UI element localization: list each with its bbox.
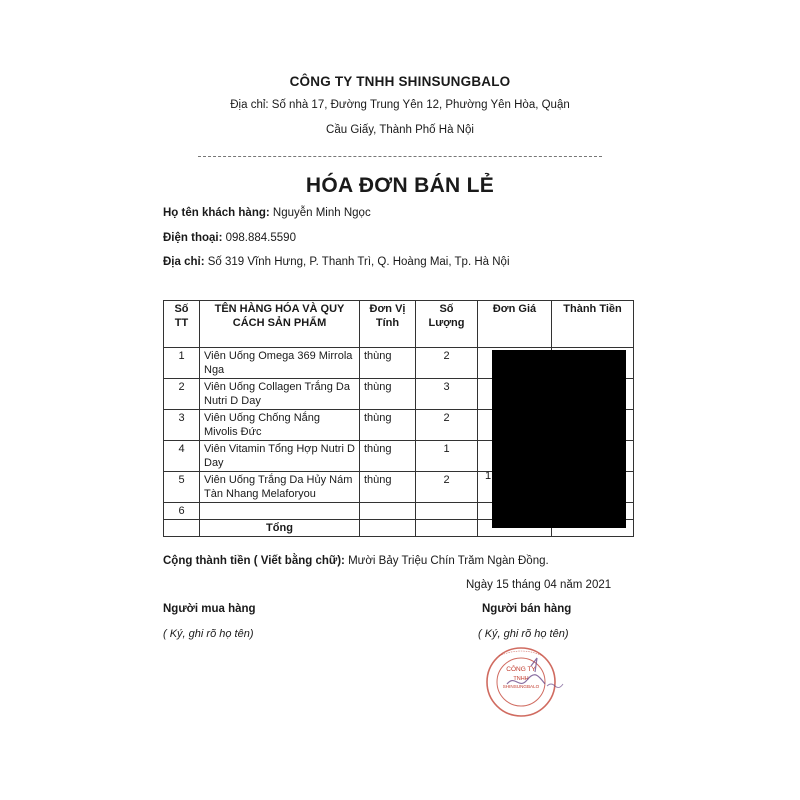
- col-header-name: TÊN HÀNG HÓA VÀ QUY CÁCH SẢN PHẨM: [200, 301, 360, 348]
- col-header-qty: Số Lượng: [416, 301, 478, 348]
- row-stt: 5: [164, 472, 200, 503]
- row-unit: [360, 503, 416, 520]
- row-stt: 2: [164, 379, 200, 410]
- total-stt-cell: [164, 520, 200, 537]
- buyer-sign-note: ( Ký, ghi rõ họ tên): [163, 628, 254, 640]
- dashed-divider: [198, 156, 602, 157]
- row-unit: thùng: [360, 379, 416, 410]
- company-stamp: [479, 644, 569, 720]
- company-address-line1: Địa chỉ: Số nhà 17, Đường Trung Yên 12, Phường Yên Hòa, Quận: [230, 99, 570, 111]
- invoice-date: Ngày 15 tháng 04 năm 2021: [466, 579, 612, 591]
- amount-in-words-line: [163, 555, 549, 567]
- customer-phone-value: 098.884.5590: [222, 232, 296, 244]
- company-address-line2: Cầu Giấy, Thành Phố Hà Nội: [326, 124, 474, 136]
- stamp-ring-text: SHINSUNGBALO: [502, 684, 540, 689]
- row-qty: 2: [416, 472, 478, 503]
- row-name: [200, 503, 360, 520]
- col-header-stt: Số TT: [164, 301, 200, 348]
- customer-address-label: Địa chỉ:: [163, 256, 205, 268]
- total-qty-cell: [416, 520, 478, 537]
- redaction-block: [492, 350, 626, 528]
- customer-address-line: [163, 256, 510, 268]
- row-qty: 2: [416, 410, 478, 441]
- row-name: Viên Uống Collagen Trắng Da Nutri D Day: [200, 379, 360, 410]
- customer-phone-label: Điện thoại:: [163, 232, 223, 244]
- row-unit: thùng: [360, 441, 416, 472]
- row-name: Viên Uống Omega 369 Mirrola Nga: [200, 348, 360, 379]
- row-qty: [416, 503, 478, 520]
- col-header-price: Đơn Giá: [478, 301, 552, 348]
- customer-address-value: Số 319 Vĩnh Hưng, P. Thanh Trì, Q. Hoàng Mai, Tp. Hà Nội: [204, 256, 510, 268]
- buyer-title: Người mua hàng: [163, 603, 256, 615]
- row-unit: thùng: [360, 348, 416, 379]
- row-name: Viên Vitamin Tổng Hợp Nutri D Day: [200, 441, 360, 472]
- row-stt: 4: [164, 441, 200, 472]
- seller-sign-note: ( Ký, ghi rõ họ tên): [478, 628, 569, 640]
- stamp-text-1: CÔNG TY: [506, 666, 536, 673]
- row-name: Viên Uống Chống Nắng Mivolis Đức: [200, 410, 360, 441]
- price-fragment: 1: [485, 470, 492, 482]
- row-unit: thùng: [360, 472, 416, 503]
- total-label: Tổng: [200, 520, 360, 537]
- row-stt: 1: [164, 348, 200, 379]
- amount-in-words-label: Cộng thành tiền ( Viết bằng chữ):: [163, 555, 345, 567]
- col-header-unit: Đơn Vị Tính: [360, 301, 416, 348]
- row-name: Viên Uống Trắng Da Hủy Nám Tàn Nhang Melaforyou: [200, 472, 360, 503]
- amount-in-words-value: Mười Bảy Triệu Chín Trăm Ngàn Đồng.: [344, 555, 549, 567]
- row-qty: 3: [416, 379, 478, 410]
- customer-name-line: [163, 207, 371, 219]
- table-header-row: [164, 301, 634, 348]
- row-unit: thùng: [360, 410, 416, 441]
- row-stt: 3: [164, 410, 200, 441]
- row-qty: 1: [416, 441, 478, 472]
- row-stt: 6: [164, 503, 200, 520]
- stamp-text-2: TNHH: [513, 676, 529, 682]
- company-name: CÔNG TY TNHH SHINSUNGBALO: [289, 74, 511, 89]
- seller-title: Người bán hàng: [482, 603, 572, 615]
- col-header-amount: Thành Tiền: [552, 301, 634, 348]
- invoice-title: HÓA ĐƠN BÁN LẺ: [305, 174, 495, 197]
- customer-name-label: Họ tên khách hàng:: [163, 207, 270, 219]
- row-qty: 2: [416, 348, 478, 379]
- total-unit-cell: [360, 520, 416, 537]
- customer-name-value: Nguyễn Minh Ngọc: [269, 207, 371, 219]
- customer-phone-line: [163, 232, 296, 244]
